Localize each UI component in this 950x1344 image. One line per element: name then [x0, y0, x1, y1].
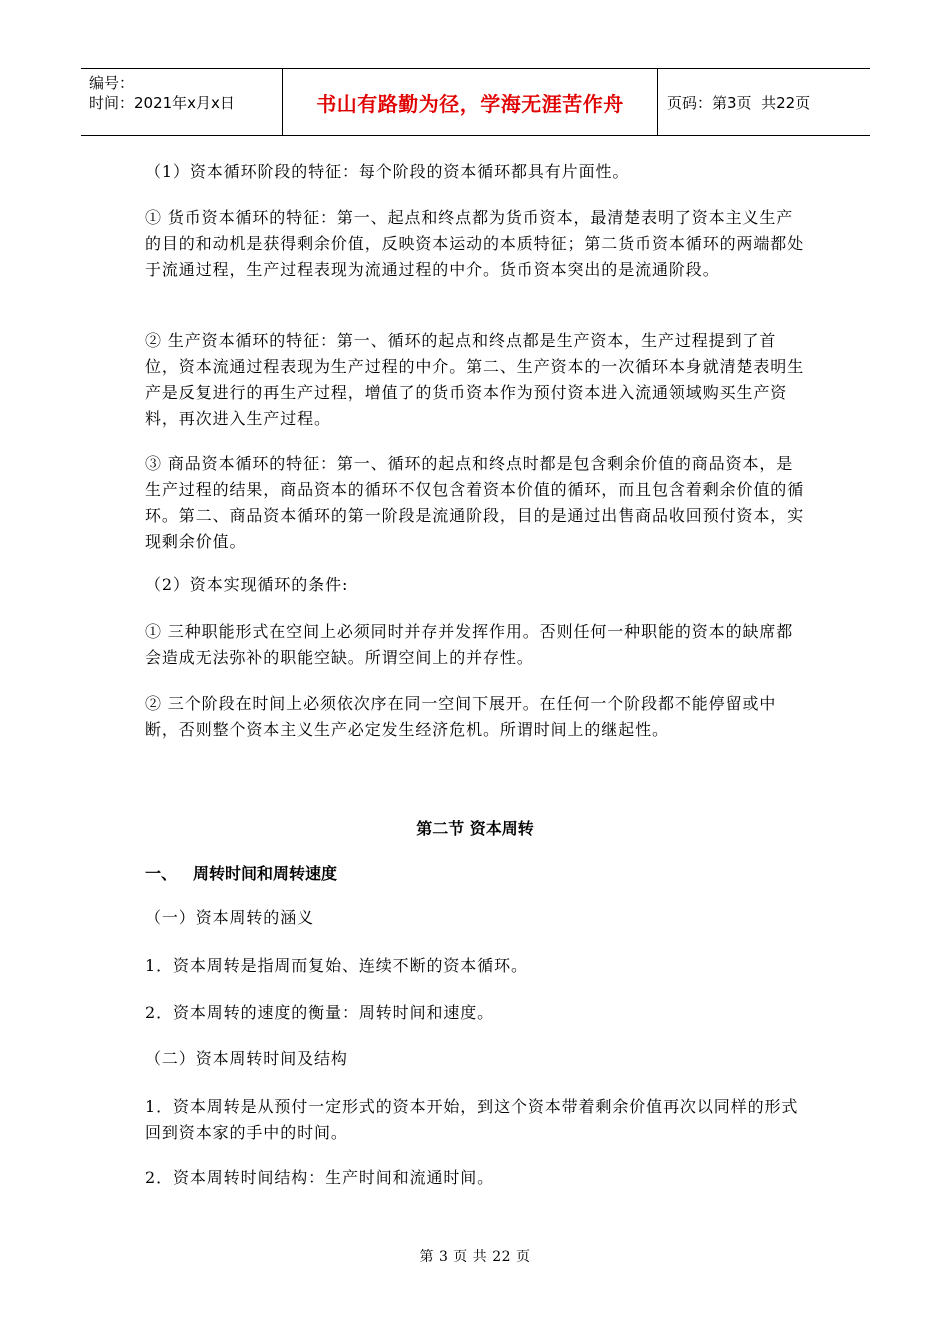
paragraph-money-capital: ① 货币资本循环的特征：第一、起点和终点都为货币资本，最清楚表明了资本主义生产的目的和动机是获得剩余价值，反映资本运动的本质特征；第二货币资本循环的两端都处于流通过程，生产过程表现为流通过程的中介。货币资本突出的是流通阶段。 — [145, 208, 805, 279]
paragraph-spatial-coexistence: ① 三种职能形式在空间上必须同时并存并发挥作用。否则任何一种职能的资本的缺席都会造成无法弥补的职能空缺。所谓空间上的并存性。 — [145, 622, 794, 667]
paragraph-turnover-definition: 1．资本周转是指周而复始、连续不断的资本循环。 — [145, 956, 528, 975]
header-motto: 书山有路勤为径，学海无涯苦作舟 — [316, 91, 624, 116]
heading-turnover-time — [145, 861, 337, 884]
paragraph-temporal-succession: ② 三个阶段在时间上必须依次序在同一空间下展开。在任何一个阶段都不能停留或中断，否则整个资本主义生产必定发生经济危机。所谓时间上的继起性。 — [145, 694, 777, 739]
paragraph-turnover-meaning: （一）资本周转的涵义 — [145, 908, 315, 927]
paragraph-circulation-conditions: （2）资本实现循环的条件: — [145, 575, 349, 594]
header-page-info: 页码：第3页 共22页 — [667, 93, 811, 112]
page-footer: 第 3 页 共 22 页 — [419, 1249, 531, 1265]
heading-number: 一、 — [145, 864, 178, 883]
paragraph-turnover-time-components: 2．资本周转时间结构：生产时间和流通时间。 — [145, 1168, 495, 1187]
document-date-label: 时间：2021年x月x日 — [89, 94, 235, 112]
paragraph-turnover-speed: 2．资本周转的速度的衡量：周转时间和速度。 — [145, 1003, 495, 1022]
paragraph-productive-capital: ② 生产资本循环的特征：第一、循环的起点和终点都是生产资本，生产过程提到了首位，资本流通过程表现为生产过程的中介。第二、生产资本的一次循环本身就清楚表明生产是反复进行的再生产过程，增值了的货币资本作为预付资本进入流通领域购买生产资料，再次进入生产过程。 — [145, 331, 805, 428]
paragraph-turnover-time-structure: （二）资本周转时间及结构 — [145, 1049, 348, 1068]
paragraph-commodity-capital: ③ 商品资本循环的特征：第一、循环的起点和终点时都是包含剩余价值的商品资本，是生产过程的结果，商品资本的循环不仅包含着资本价值的循环，而且包含着剩余价值的循环。第二、商品资本循环的第一阶段是流通阶段，目的是通过出售商品收回预付资本，实现剩余价值。 — [145, 454, 805, 551]
header-motto-cell — [282, 69, 658, 135]
document-number-label: 编号： — [89, 74, 135, 92]
header-meta — [81, 69, 282, 135]
page-header — [81, 68, 870, 136]
paragraph-turnover-time-definition: 1．资本周转是从预付一定形式的资本开始，到这个资本带着剩余价值再次以同样的形式回到资本家的手中的时间。 — [145, 1097, 799, 1142]
paragraph-circulation-stage-features: （1）资本循环阶段的特征：每个阶段的资本循环都具有片面性。 — [145, 162, 630, 181]
heading-text: 周转时间和周转速度 — [193, 864, 338, 883]
section-title: 第二节 资本周转 — [416, 819, 534, 838]
